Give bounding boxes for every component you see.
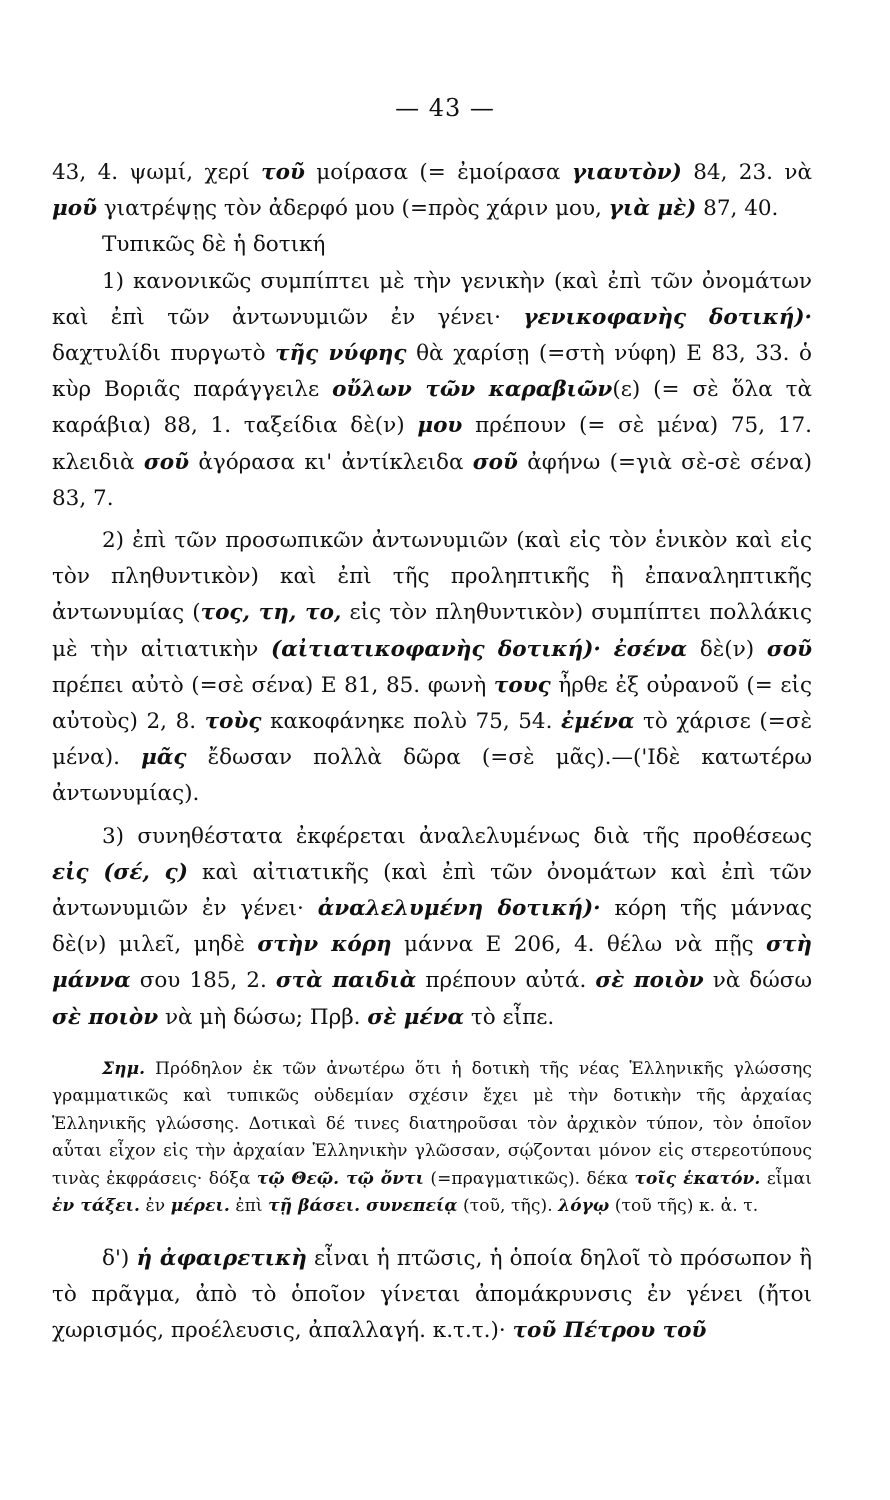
text-run: δαχτυλίδι πυργωτὸ bbox=[52, 341, 276, 367]
text-run: (τοῦ, τῆς). bbox=[457, 1196, 559, 1217]
page-number: — 43 — bbox=[395, 94, 495, 122]
emphasis-run: ἐμένα bbox=[561, 709, 635, 735]
text-run: νὰ μὴ δώσω; Πρβ. bbox=[158, 1004, 368, 1030]
text-run: εἶμαι bbox=[760, 1168, 813, 1189]
emphasis-run: τῷ Θεῷ. τῷ ὄντι bbox=[256, 1168, 424, 1189]
emphasis-run: στὴν κόρη bbox=[257, 932, 392, 958]
text-run: δὲ(ν) bbox=[687, 636, 767, 662]
text-run: τὸ εἶπε. bbox=[464, 1004, 555, 1030]
text-run: 87, 40. bbox=[696, 196, 779, 222]
text-run: 2) ἐπὶ τῶν προσωπικῶν ἀντωνυμιῶν (καὶ εἰς τὸν ἑνικὸν καὶ εἰς τὸν πληθυντικὸν) καὶ ἐπὶ τῆς προληπτικῆς ἢ ἐπαναληπτικῆς ἀντωνυμίας ( bbox=[52, 528, 812, 626]
text-run bbox=[601, 637, 614, 662]
text-run: τὸ χάρισε (=σὲ μένα). bbox=[52, 709, 813, 771]
text-run: γιατρέψῃς τὸν ἀδερφό μου (=πρὸς χάριν μου, bbox=[97, 196, 609, 222]
text-run: κόρη τῆς μάννας δὲ(ν) μιλεῖ, μηδὲ bbox=[52, 896, 812, 958]
emphasis-run: σοῦ bbox=[143, 449, 189, 475]
text-run: σου 185, 2. bbox=[130, 968, 276, 994]
emphasis-run: γιὰ μὲ) bbox=[608, 196, 697, 222]
text-run: ἀγόρασα κι' ἀντίκλειδα bbox=[189, 449, 473, 475]
emphasis-run: μοῦ bbox=[52, 196, 97, 222]
emphasis-run: ἀναλελυμένη δοτική)· bbox=[317, 896, 601, 922]
emphasis-run: οὔλων τῶν καραβιῶν bbox=[332, 377, 613, 403]
text-run: 3) συνηθέστατα ἐκφέρεται ἀναλελυμένως διὰ τῆς προθέσεως bbox=[102, 823, 812, 849]
emphasis-run: εἰς (σέ, ς) bbox=[52, 859, 188, 885]
text-run: καὶ αἰτιατικῆς (καὶ ἐπὶ τῶν ὀνομάτων καὶ ἐπὶ τῶν ἀντωνυμιῶν ἐν γένει· bbox=[52, 859, 812, 922]
emphasis-run: τοὺς bbox=[204, 709, 262, 735]
emphasis-run: σὲ ποιὸν bbox=[595, 968, 704, 994]
emphasis-run: σοῦ bbox=[472, 449, 518, 475]
emphasis-run: ἐσένα bbox=[613, 636, 688, 662]
text-run: εἰς τὸν πληθυντικὸν) συμπίπτει πολλάκις μὲ τὴν αἰτιατικὴν bbox=[52, 600, 813, 662]
emphasis-run: τοῖς ἑκατόν. bbox=[634, 1168, 761, 1189]
text-run: (ε) (= σὲ ὅλα τὰ καράβια) 88, 1. ταξείδια δὲ(ν) bbox=[52, 377, 812, 439]
paragraph-rule-1 bbox=[52, 264, 812, 517]
emphasis-run: τῇ βάσει. συνεπείᾳ bbox=[268, 1196, 458, 1217]
text-run: ἐπὶ bbox=[229, 1196, 269, 1217]
paragraph-rule-2 bbox=[52, 523, 812, 813]
text-run: μάννα Ε 206, 4. θέλω νὰ πῇς bbox=[391, 932, 767, 958]
emphasis-run: μου bbox=[417, 413, 463, 439]
emphasis-run: τῆς νύφης bbox=[275, 341, 407, 367]
text-run: Τυπικῶς δὲ ἡ δοτική bbox=[102, 232, 326, 258]
text-run: κακοφάνηκε πολὺ 75, 54. bbox=[261, 709, 562, 735]
emphasis-run: στὴ μάννα bbox=[52, 932, 812, 994]
emphasis-run: τοῦ bbox=[261, 160, 305, 185]
emphasis-run: ἡ ἀφαιρετικὴ bbox=[136, 1245, 307, 1271]
emphasis-run: γιαυτὸν) bbox=[571, 160, 682, 185]
text-run: 43, 4. ψωμί, χερί bbox=[52, 160, 262, 185]
text-run: ἀφήνω (=γιὰ σὲ-σὲ σένα) 83, 7. bbox=[52, 449, 813, 511]
emphasis-run: μέρει. bbox=[170, 1196, 230, 1217]
text-run: ἦρθε ἐξ οὐρανοῦ (= εἰς αὐτοὺς) 2, 8. bbox=[52, 672, 812, 735]
emphasis-run: γενικοφανὴς δοτική)· bbox=[523, 304, 812, 330]
emphasis-run: ἐν τάξει. bbox=[52, 1196, 141, 1217]
text-run: (τοῦ τῆς) κ. ἀ. τ. bbox=[609, 1196, 759, 1217]
emphasis-run: σὲ μένα bbox=[367, 1004, 465, 1030]
text-run: πρέπει αὐτὸ (=σὲ σένα) Ε 81, 85. φωνὴ bbox=[52, 672, 494, 698]
text-run: πρέπουν αὐτά. bbox=[416, 968, 596, 994]
footnote-label: Σημ. bbox=[102, 1058, 146, 1079]
emphasis-run: τους bbox=[493, 672, 551, 698]
emphasis-run: στὰ παιδιὰ bbox=[275, 968, 417, 994]
paragraph-examples bbox=[52, 155, 812, 227]
paragraph-intro bbox=[52, 227, 812, 263]
emphasis-run: τος, τη, το, bbox=[200, 600, 342, 626]
emphasis-run: (αἰτιατικοφανὴς δοτική)· bbox=[271, 636, 601, 662]
emphasis-run: λόγῳ bbox=[558, 1196, 610, 1217]
paragraph-ablative bbox=[52, 1241, 812, 1350]
text-run: 1) κανονικῶς συμπίπτει μὲ τὴν γενικὴν (καὶ ἐπὶ τῶν ὀνομάτων καὶ ἐπὶ τῶν ἀντωνυμιῶν ἐν γένει· bbox=[52, 268, 812, 330]
text-run: δ') bbox=[102, 1245, 137, 1271]
text-run: (=πραγματικῶς). δέκα bbox=[423, 1168, 635, 1189]
body-text bbox=[52, 155, 812, 1349]
text-run: ἐν bbox=[140, 1196, 171, 1217]
text-run: εἶναι ἡ πτῶσις, ἡ ὁποία δηλοῖ τὸ πρόσωπον ἢ τὸ πρᾶγμα, ἀπὸ τὸ ὁποῖον γίνεται ἀπομάκρυνσις ἐν γένει (ἤτοι χωρισμός, προέλευσις, ἀπαλλαγή. κ.τ.τ.)· bbox=[52, 1245, 812, 1344]
emphasis-run: σοῦ bbox=[766, 636, 812, 662]
text-run: μοίρασα (= ἐμοίρασα bbox=[304, 160, 572, 185]
text-run: ἔδωσαν πολλὰ δῶρα (=σὲ μᾶς).—('Ιδὲ κατωτέρω ἀντωνυμίας). bbox=[52, 745, 812, 807]
text-run: πρέπουν (= σὲ μένα) 75, 17. κλειδιὰ bbox=[52, 413, 812, 475]
footnote bbox=[52, 1056, 812, 1221]
text-run: Πρόδηλον ἐκ τῶν ἀνωτέρω ὅτι ἡ δοτικὴ τῆς νέας Ἑλληνικῆς γλώσσης γραμματικῶς καὶ τυπικῶς οὐδεμίαν σχέσιν ἔχει μὲ τὴν δοτικὴν τῆς ἀρχαίας Ἑλληνικῆς γλώσσης. Δοτικαὶ δέ τινες διατηροῦσαι τὸν ἀρχικὸν τύπον, τὸν ὁποῖον αὗται εἶχον εἰς τὴν ἀρχαίαν Ἑλληνικὴν γλῶσσαν, σῴζονται μόνον εἰς στερεοτύπους τινὰς ἐκφράσεις· δόξα bbox=[52, 1058, 812, 1189]
emphasis-run: σὲ ποιὸν bbox=[52, 1004, 159, 1030]
text-run: 84, 23. νὰ bbox=[681, 160, 812, 185]
text-run: νὰ δώσω bbox=[703, 968, 812, 994]
paragraph-rule-3 bbox=[52, 819, 812, 1036]
emphasis-run: τοῦ Πέτρου τοῦ bbox=[512, 1318, 707, 1344]
text-run: θὰ χαρίσῃ (=στὴ νύφη) Ε 83, 33. ὁ κὺρ Βοριᾶς παράγγειλε bbox=[52, 341, 812, 403]
emphasis-run: μᾶς bbox=[141, 745, 187, 771]
